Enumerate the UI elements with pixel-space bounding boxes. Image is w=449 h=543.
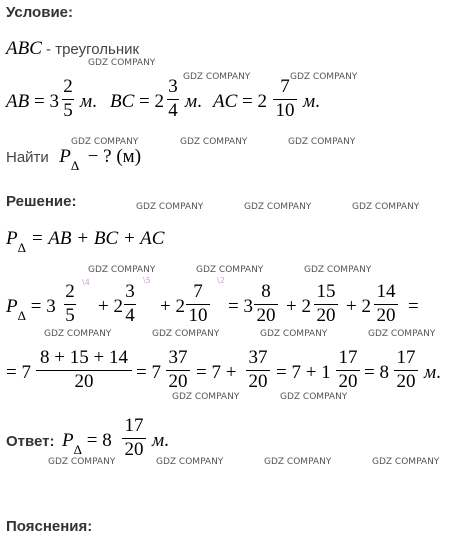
bc-fraction: 3 4: [168, 76, 178, 121]
delta-subscript: Δ: [70, 158, 80, 173]
watermark: GDZ COMPANY: [264, 457, 332, 467]
l2-frac-5: 15 20: [314, 282, 338, 326]
find-question: − ? (м): [87, 146, 142, 167]
l2-mark-2: \5: [143, 276, 151, 285]
explanations-heading: Пояснения:: [6, 518, 93, 535]
ab-fraction: 2 5: [63, 76, 73, 121]
watermark: GDZ COMPANY: [183, 72, 251, 82]
ac-unit: м.: [303, 91, 320, 112]
watermark: GDZ COMPANY: [290, 72, 358, 82]
l2-frac-1: 2 5: [65, 281, 75, 326]
l2-frac-2: 3 4: [125, 281, 135, 326]
solution-line-1: $P_\Delta$ = AB + BC + AC: [6, 228, 165, 255]
watermark: GDZ COMPANY: [88, 58, 156, 68]
find-text: Найти: [6, 149, 49, 166]
watermark: GDZ COMPANY: [136, 202, 204, 212]
l3-frac-3: 37 20: [246, 348, 270, 392]
ac-fraction: 7 10: [273, 77, 297, 121]
watermark: GDZ COMPANY: [180, 137, 248, 147]
watermark: GDZ COMPANY: [280, 392, 348, 402]
watermark: GDZ COMPANY: [304, 265, 372, 275]
condition-heading: Условие:: [6, 4, 74, 21]
l2-frac-6: 14 20: [374, 282, 398, 326]
l3-frac-1: 8 + 15 + 14 20: [36, 348, 132, 392]
l3-frac-6: 17 20: [394, 348, 418, 392]
ac-expression: AC = 2: [213, 91, 267, 112]
watermark: GDZ COMPANY: [260, 329, 328, 339]
watermark: GDZ COMPANY: [48, 457, 116, 467]
l3-frac-5: 17 20: [336, 348, 360, 392]
answer-unit: м.: [152, 430, 169, 451]
solution-line-2-start: $P_\Delta = 3$: [6, 296, 56, 323]
triangle-line: [6, 38, 139, 60]
triangle-text: - треугольник: [41, 41, 140, 58]
watermark: GDZ COMPANY: [88, 265, 156, 275]
answer-heading: Ответ:: [6, 433, 55, 450]
bc-unit: м.: [185, 91, 202, 112]
perimeter-symbol: P: [59, 146, 71, 167]
l2-frac-4: 8 20: [254, 282, 278, 326]
solution-heading: Решение:: [6, 193, 77, 210]
watermark: GDZ COMPANY: [372, 457, 440, 467]
find-line: [6, 146, 142, 173]
watermark: GDZ COMPANY: [288, 137, 356, 147]
l2-frac-3: 7 10: [186, 282, 210, 326]
watermark: GDZ COMPANY: [244, 202, 312, 212]
solution-line-3-start: = 7: [6, 362, 31, 383]
ab-expression: AB = 3: [6, 91, 59, 112]
watermark: GDZ COMPANY: [368, 329, 436, 339]
bc-expression: BC = 2: [110, 91, 164, 112]
watermark: GDZ COMPANY: [196, 265, 264, 275]
watermark: GDZ COMPANY: [352, 202, 420, 212]
watermark: GDZ COMPANY: [172, 392, 240, 402]
answer-expression: $P_\Delta = 8$: [62, 430, 112, 457]
watermark: GDZ COMPANY: [152, 329, 220, 339]
triangle-name: ABC: [6, 38, 42, 59]
l2-mark-1: \4: [82, 278, 90, 287]
watermark: GDZ COMPANY: [156, 457, 224, 467]
answer-fraction: 17 20: [122, 416, 146, 460]
ab-unit: м.: [80, 91, 97, 112]
watermark: GDZ COMPANY: [44, 329, 112, 339]
watermark: GDZ COMPANY: [71, 137, 139, 147]
l2-mark-3: \2: [217, 276, 225, 285]
l3-frac-2: 37 20: [166, 348, 190, 392]
